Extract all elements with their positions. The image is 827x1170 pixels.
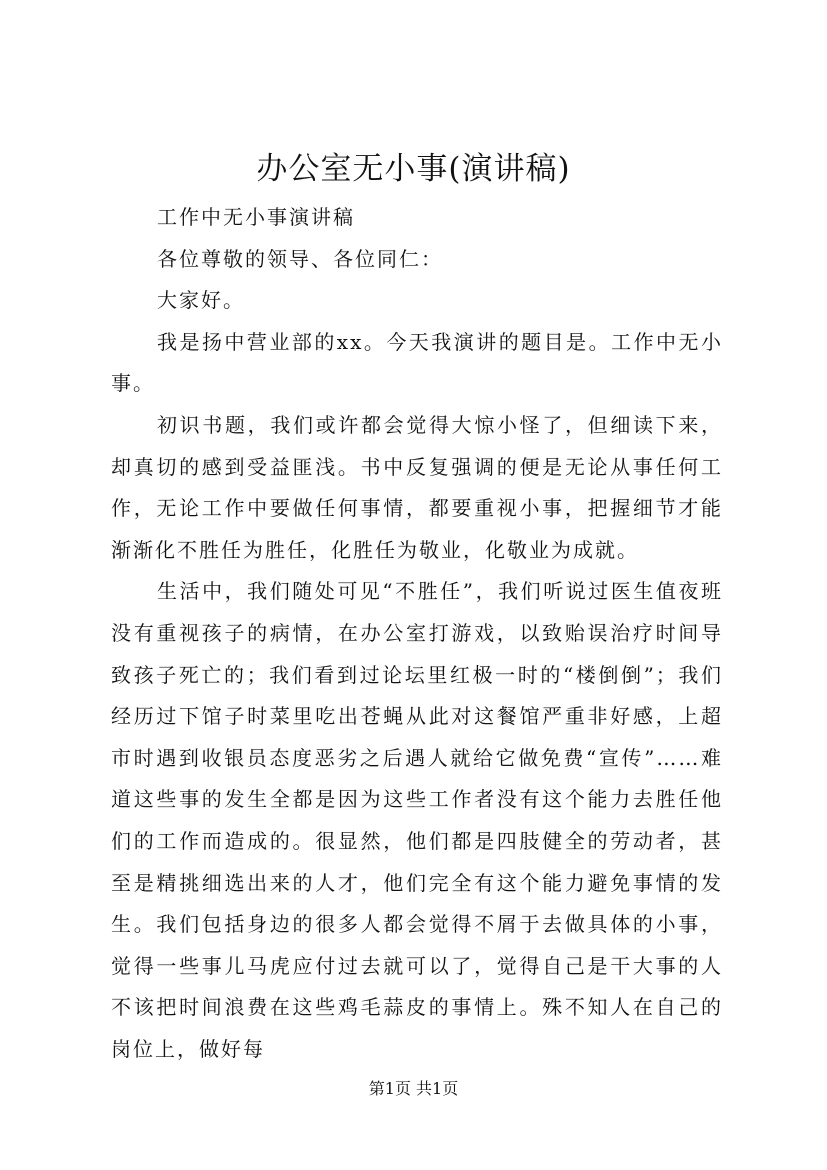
paragraph-subtitle: 工作中无小事演讲稿 [157, 205, 355, 229]
document-title: 办公室无小事(演讲稿) [256, 151, 571, 187]
paragraph-body-1: 初识书题，我们或许都会觉得大惊小怪了，但细读下来，却真切的感到受益匪浅。书中反复强调的便是无论从事任何工作，无论工作中要做任何事情，都要重视小事，把握细节才能渐渐化不胜任为胜任，化胜任为敬业，化敬业为成就。 [111, 412, 723, 562]
paragraph-salutation: 各位尊敬的领导、各位同仁： [157, 246, 443, 271]
document-body [111, 197, 723, 1070]
paragraph-introduction: 我是扬中营业部的xx。今天我演讲的题目是。工作中无小事。 [111, 329, 723, 396]
paragraph-greeting: 大家好。 [157, 288, 245, 313]
page-footer: 第1页 共1页 [368, 1079, 459, 1098]
paragraph-body-2: 生活中，我们随处可见“不胜任”，我们听说过医生值夜班没有重视孩子的病情，在办公室打游戏，以致贻误治疗时间导致孩子死亡的；我们看到过论坛里红极一时的“楼倒倒”；我们经历过下馆子时菜里吃出苍蝇从此对这餐馆严重非好感，上超市时遇到收银员态度恶劣之后遇人就给它做免费“宣传”……难道这些事的发生全都是因为这些工作者没有这个能力去胜任他们的工作而造成的。很显然，他们都是四肢健全的劳动者，甚至是精挑细选出来的人才，他们完全有这个能力避免事情的发生。我们包括身边的很多人都会觉得不屑于去做具体的小事，觉得一些事儿马虎应付过去就可以了，觉得自己是干大事的人不该把时间浪费在这些鸡毛蒜皮的事情上。殊不知人在自己的岗位上，做好每 [111, 579, 723, 1061]
